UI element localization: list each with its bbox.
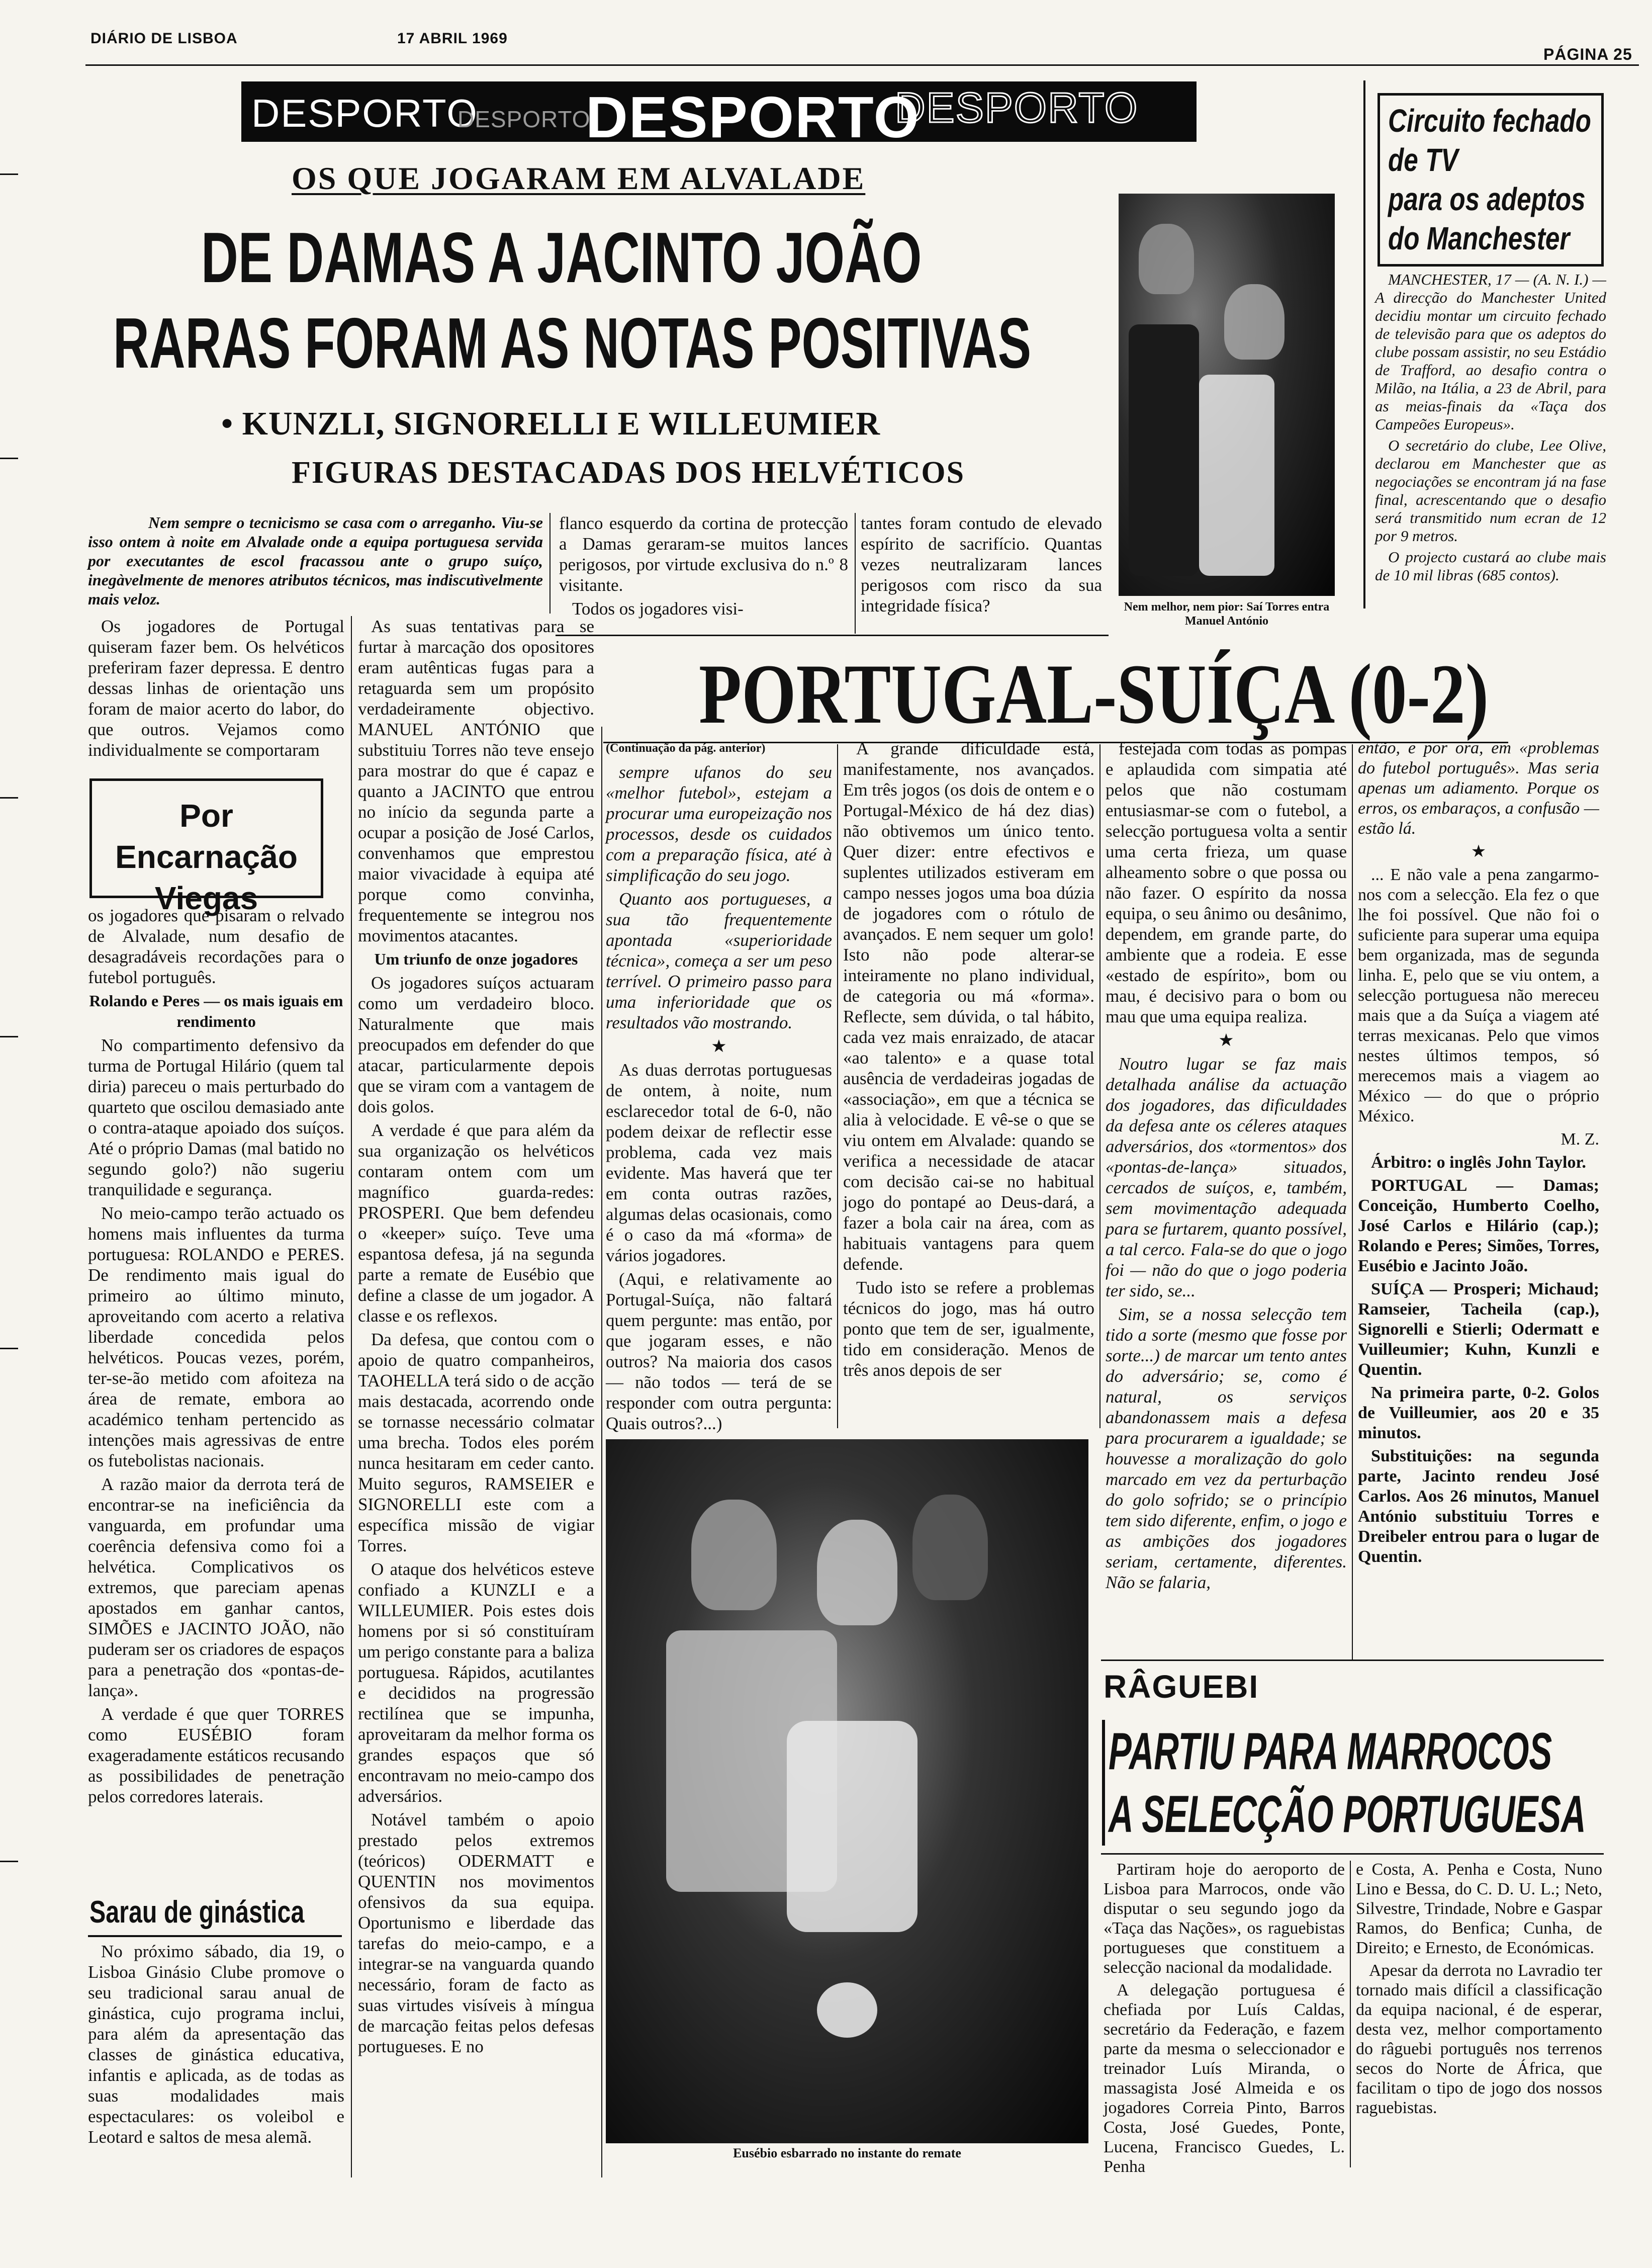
substitutions: Substituições: na segunda parte, Jacinto rendeu José Carlos. Aos 26 minutos, Manuel António substituiu Torres e Dreibeler entrou para o lugar de Quentin. xyxy=(1358,1447,1599,1566)
page-number: PÁGINA 25 xyxy=(1543,45,1632,63)
column-rule xyxy=(1350,1861,1351,2167)
banner-word-small: DESPORTO xyxy=(251,91,478,135)
column-rule xyxy=(1352,744,1353,1660)
sidebar-rule xyxy=(1363,80,1365,608)
col2-subhead: Um triunfo de onze jogadores xyxy=(374,950,578,968)
portugal-paragraph: então, e por ora, em «problemas do futebol português». Mas seria apenas um adiamento. Porque os erros, os embaraços, a confusão — estão lá. xyxy=(1358,739,1599,838)
separator-star: ★ xyxy=(711,1036,727,1056)
col2-paragraph: Da defesa, que contou com o apoio de quatro companheiros, TAOHELLA terá sido o de acção mais destacada, acorrendo onde se tornasse necessário colmatar uma brecha. Todos eles porém nunca hesitaram em ceder canto. Muito seguros, RAMSEIER e SIGNORELLI este com a específica missão de vigiar Torres. xyxy=(358,1330,594,1555)
column-rule xyxy=(601,727,602,2177)
banner-word-big: DESPORTO xyxy=(586,84,920,150)
portugal-paragraph: Noutro lugar se faz mais detalhada análise da actuação dos jogadores, das dificuldades da defesa ante os céleres ataques adversários, dos «tormentos» dos «pontas-de-lança» situados, cercados de suíços, e, também, sem movimentação adequada para se furtarem, quanto possível, a tal cerco. Fala-se do que o jogo foi — não do que o jogo poderia ter sido, se... xyxy=(1106,1054,1347,1300)
sidebar-body xyxy=(1375,271,1606,597)
article-col4-top xyxy=(861,513,1102,634)
portugal-col3 xyxy=(1106,738,1347,1592)
portugal-headline: PORTUGAL-SUÍÇA (0-2) xyxy=(699,647,1489,741)
sarau-paragraph: No próximo sábado, dia 19, o Lisboa Ginásio Clube promove o seu tradicional sarau anual de ginástica, cujo programa inclui, para além da apresentação das classes de ginástica educativa, infantis e aplicada, as de todas as suas modalidades mais espectaculares: os voleibol e Leotard e saltos de mesa alemã. xyxy=(88,1942,344,2147)
lead-paragraph: Nem sempre o tecnicismo se casa com o arreganho. Viu-se isso ontem à noite em Alvalade onde a equipa portuguesa servida por executantes de escol fracassou ante o grupo suíço, inegàvelmente de menores atributos técnicos, mas indiscutìvelmente mais veloz. xyxy=(88,513,543,608)
col2-paragraph: Os jogadores suíços actuaram como um verdadeiro bloco. Naturalmente que mais preocupados em defender do que atacar, particularmente depois que se viram com a vantagem de dois golos. xyxy=(358,973,594,1116)
edge-mark xyxy=(0,173,18,175)
col2-paragraph: As suas tentativas para se furtar à marcação dos opositores eram autênticas fugas para a retaguarda sem um propósito verdadeiramente objectivo. MANUEL ANTÓNIO que substituiu Torres não teve ensejo para mostrar do que é capaz e quanto a JACINTO que entrou no início da segunda parte a ocupar a posição de José Carlos, convenhamos que emprestou maior vivacidade à equipa até porque como convinha, frequentemente se integrou nos movimentos atacantes. xyxy=(358,617,594,945)
headline-line-2: RARAS FORAM AS NOTAS POSITIVAS xyxy=(113,303,1032,383)
first-half-result: Na primeira parte, 0-2. Golos de Vuilleumier, aos 20 e 35 minutos. xyxy=(1358,1383,1599,1442)
rugby-title-bar xyxy=(1102,1720,1105,1846)
portugal-paragraph: A grande dificuldade está, manifestamente, nos avançados. Em três jogos (os dois de ontem e o Portugal-México de há dez dias) não obtivemos um único tento. Quer dizer: entre efectivos e suplentes utilizados estiveram em campo nesses jogos uma boa dúzia de jogadores com o rótulo de avançados. E nem sequer um golo! Isto não pode alterar-se inteiramente no plano individual, de categoria ou má «forma». Reflecte, sem dúvida, o tal hábito, cada vez mais enraizado, de atacar «ao talento» e a quase total ausência de verdadeiras jogadas de «associação», em que a técnica se alia à velocidade. E vê-se o que se viu ontem em Alvalade: quando se verifica a necessidade de atacar com decisão cai-se no habitual jogo do pontapé ao Deus-dará, a fazer a bola cair na área, com as habituais vantagens para quem defende. xyxy=(843,739,1094,1274)
column-rule xyxy=(837,744,838,1428)
edge-mark xyxy=(0,1036,18,1037)
byline-box xyxy=(89,778,323,916)
article-col1-top xyxy=(88,616,344,774)
portugal-paragraph: Sim, se a nossa selecção tem tido a sorte (mesmo que fosse por sorte...) de marcar um tento antes do adversário; se, como é natural, os serviços abandonassem mais a defesa para procurarem a igualdade; se houvesse a moralização do golo marcado em vez da perturbação do golo sofrido; se o princípio tem sido diferente, enfim, o jogo e as ambições dos jogadores seriam, certamente, diferentes. Não se falaria, xyxy=(1106,1304,1347,1592)
sidebar-title-1: Circuito fechado xyxy=(1388,103,1591,139)
col1-paragraph: No compartimento defensivo da turma de Portugal Hilário (quem tal diria) pareceu o mais perturbado do quarteto que oscilou demasiado ante o contra-ataque apoiado dos suíços. Até o próprio Damas (mal batido no segundo golo?) não sugeriu tranquilidade e segurança. xyxy=(88,1035,344,1199)
sidebar-title-2: de TV xyxy=(1388,142,1458,178)
rugby-kicker: RÂGUEBI xyxy=(1104,1669,1259,1705)
newspaper-name: DIÁRIO DE LISBOA xyxy=(90,30,238,47)
section-rule xyxy=(556,635,1109,636)
banner-word-outline: DESPORTO xyxy=(895,84,1139,131)
article-lead xyxy=(88,513,543,611)
portugal-col1 xyxy=(606,738,832,1433)
photo-2-caption: Eusébio esbarrado no instante do remate xyxy=(733,2146,961,2160)
sidebar-paragraph: O secretário do clube, Lee Olive, declarou em Manchester que as negociações se encontram já na fase final, acrescentando que o desafio será transmitido num ecran de 12 por 9 metros. xyxy=(1375,437,1606,545)
sarau-body xyxy=(88,1941,344,2177)
photo-1-caption: Nem melhor, nem pior: Saí Torres entra Manuel António xyxy=(1124,600,1330,628)
col1-paragraph: A razão maior da derrota terá de encontrar-se na ineficiência da vanguarda, em profundar uma coerência defensiva como foi a helvética. Complicativos os extremos, que pareciam apenas apostados em ganhar cantos, SIMÕES e JACINTO JOÃO, não puderam ser os criadores de espaços para a penetração dos «pontas-de-lança». xyxy=(88,1474,344,1700)
rugby-paragraph: e Costa, A. Penha e Costa, Nuno Lino e Bessa, do C. D. U. L.; Neto, Silvestre, Trindade, Nobre e Gaspar Ramos, do Benfica; Cunha, de Direito; e Ernesto, de Económicas. xyxy=(1356,1860,1602,1957)
col2-paragraph: Notável também o apoio prestado pelos extremos (teóricos) ODERMATT e QUENTIN nos movimentos ofensivos da sua equipa. Oportunismo e liberdade das tarefas do meio-campo, e a integrar-se na vanguarda quando necessário, foram de facto as suas virtudes visíveis à míngua de marcação feitas pelos defesas portugueses. E no xyxy=(358,1810,594,2056)
column-rule xyxy=(1099,744,1100,1428)
sidebar-title-4: do Manchester xyxy=(1388,220,1570,256)
portugal-paragraph: (Aqui, e relativamente ao Portugal-Suíça, não faltará quem pergunte: mas então, por que jogaram esses, e não outros? Na maioria dos casos — não todos — terá de se responder com outra pergunta: Quais outros?...) xyxy=(606,1269,832,1433)
portugal-paragraph: Tudo isto se refere a problemas técnicos do jogo, mas há outro ponto que tem de ser, igualmente, tido em consideração. Menos de três anos depois de ser xyxy=(843,1278,1094,1380)
separator-star: ★ xyxy=(1218,1030,1234,1050)
rugby-col2 xyxy=(1356,1860,1602,2171)
col3-paragraph: Todos os jogadores visi- xyxy=(572,599,744,619)
portugal-col4 xyxy=(1358,738,1599,1659)
deck-line-1: • KUNZLI, SIGNORELLI E WILLEUMIER xyxy=(221,405,881,442)
separator-star: ★ xyxy=(1471,842,1487,861)
lineup-referee: Árbitro: o inglês John Taylor. xyxy=(1371,1153,1586,1172)
col2-paragraph: O ataque dos helvéticos esteve confiado a KUNZLI e a WILLEUMIER. Pois estes dois homens por si só constituíram um perigo constante para a baliza portuguesa. Rápidos, acutilantes e decididos na progressão rectilínea que se impunha, aproveitaram da melhor forma os grandes espaços que só encontravam no meio-campo dos adversários. xyxy=(358,1559,594,1806)
rugby-col1 xyxy=(1104,1860,1345,2176)
lineup-portugal: PORTUGAL — Damas; Conceição, Humberto Coelho, José Carlos e Hilário (cap.); Rolando e Peres; Simões, Torres, Eusébio e Jacinto João. xyxy=(1358,1176,1599,1275)
col4-paragraph: tantes foram contudo de elevado espírito de sacrifício. Quantas vezes neutralizaram lances perigosos com risco da sua integridade física? xyxy=(861,513,1102,616)
col1-paragraph: A verdade é que quer TORRES como EUSÉBIO foram exageradamente estáticos recusando as possibilidades de penetração pelos corredores laterais. xyxy=(88,1704,344,1806)
article-kicker: OS QUE JOGARAM EM ALVALADE xyxy=(292,160,866,196)
rugby-title-1: PARTIU PARA MARROCOS xyxy=(1109,1722,1552,1781)
col3-paragraph: flanco esquerdo da cortina de protecção a Damas geraram-se muitos lances perigosos, por virtude exclusiva do n.º 8 visitante. xyxy=(559,513,848,595)
rugby-paragraph: Apesar da derrota no Lavradio ter tornado mais difícil a classificação da equipa nacional, é de esperar, desta vez, melhor comportamento do râguebi português nos terrenos secos do Norte de África, que facilitam o tipo de jogo dos nossos raguebistas. xyxy=(1356,1961,1602,2117)
header-rule xyxy=(85,64,1639,66)
article-col2 xyxy=(358,616,594,2177)
col1-subhead: Rolando e Peres — os mais iguais em rendimento xyxy=(89,992,343,1030)
col2-paragraph: A verdade é que para além da sua organização os helvéticos contaram ontem com um magnífico guarda-redes: PROSPERI. Que bem defendeu o «keeper» suíço. Teve uma espantosa defesa, já na segunda parte a remate de Eusébio que define a classe de um jogador. A classe e os reflexos. xyxy=(358,1120,594,1326)
sidebar-title-3: para os adeptos xyxy=(1388,181,1586,217)
rugby-paragraph: Partiram hoje do aeroporto de Lisboa para Marrocos, onde vão disputar o seu segundo jogo da «Taça das Nações», os raguebistas portugueses que constituem a selecção nacional da modalidade. xyxy=(1104,1860,1345,1977)
portugal-col2 xyxy=(843,738,1094,1430)
portugal-paragraph: festejada com todas as pompas e aplaudida com simpatia até pelos que não costumam entusiasmar-se com o futebol, a selecção portuguesa volta a sentir uma certa frieza, um quase alheamento sobre o que possa ou não fazer. O espírito da nossa equipa, o seu ânimo ou desânimo, dependem, em grande parte, do ambiente que a rodeia. E esse «estado de espírito», bom ou mau, é decisivo para o bom ou mau que uma equipa realiza. xyxy=(1106,739,1347,1026)
edge-mark xyxy=(0,1861,18,1862)
portugal-paragraph: sempre ufanos do seu «melhor futebol», estejam a procurar uma europeização nos processos, desde os cuidados com a preparação física, até à simplificação do seu jogo. xyxy=(606,762,832,885)
sarau-title: Sarau de ginástica xyxy=(89,1895,305,1930)
column-rule xyxy=(351,616,352,2177)
author-initials: M. Z. xyxy=(1561,1130,1599,1149)
sarau-rule xyxy=(88,1935,342,1937)
column-rule xyxy=(549,513,550,614)
sidebar-paragraph: MANCHESTER, 17 — (A. N. I.) — A direcção do Manchester United decidiu montar um circuito fechado de televisão para que os adeptos do clube possam assistir, no seu Estádio de Trafford, ao desafio contra o Milão, na Itália, a 23 de Abril, para as meias-finais da «Taça dos Campeões Europeus». xyxy=(1375,271,1606,433)
sidebar-paragraph: O projecto custará ao clube mais de 10 mil libras (685 contos). xyxy=(1375,548,1606,584)
portugal-paragraph: As duas derrotas portuguesas de ontem, à noite, num esclarecedor total de 6-0, não podem deixar de reflectir esse problema, cada vez mais evidente. Mas haverá que ter em conta outras razões, algumas delas ocasionais, como é o caso da má «forma» de vários jogadores. xyxy=(606,1060,832,1265)
rugby-title-2: A SELECÇÃO PORTUGUESA xyxy=(1109,1785,1586,1844)
lineup-suica: SUÍÇA — Prosperi; Michaud; Ramseier, Tacheila (cap.), Signorelli e Stierli; Odermatt e Vuilleumier; Kuhn, Kunzli e Quentin. xyxy=(1358,1280,1599,1379)
photo-torres-manuel-antonio xyxy=(1119,194,1335,596)
photo-eusebio xyxy=(606,1439,1088,2143)
sidebar-headline-box xyxy=(1378,93,1604,267)
deck-line-2: FIGURAS DESTACADAS DOS HELVÉTICOS xyxy=(292,456,965,490)
headline-line-1: DE DAMAS A JACINTO JOÃO xyxy=(201,218,922,298)
banner-word-faded: DESPORTO xyxy=(457,106,591,132)
col1-paragraph: os jogadores que pisaram o relvado de Alvalade, num desafio de desagradáveis recordações para o futebol português. xyxy=(88,906,344,987)
article-col3-top xyxy=(559,513,848,634)
section-banner xyxy=(241,81,1197,150)
edge-mark xyxy=(0,797,18,799)
col1-paragraph: Os jogadores de Portugal quiseram fazer bem. Os helvéticos preferiram fazer depressa. E dentro dessas linhas de orientação uns foram de maior acerto do labor, do que outros. Vejamos como individualmente se comportaram xyxy=(88,617,344,760)
edge-mark xyxy=(0,458,18,459)
column-rule xyxy=(855,513,856,634)
col1-paragraph: No meio-campo terão actuado os homens mais influentes da turma portuguesa: ROLANDO e PERES. De rendimento mais igual do primeiro ao último minuto, aproveitando com acerto a relativa liberdade concedida pelos helvéticos. Poucas vezes, porém, ter-se-ão metido com afoiteza na área de remate, embora ao académico tenham pertencido as intenções mais agressivas de entre os futebolistas nacionais. xyxy=(88,1203,344,1470)
issue-date: 17 ABRIL 1969 xyxy=(397,30,508,47)
portugal-paragraph: Quanto aos portugueses, a sua tão frequentemente apontada «superioridade técnica», começa a ser um peso terrível. O primeiro passo para uma inferioridade que os resultados vão mostrando. xyxy=(606,889,832,1032)
portugal-paragraph: ... E não vale a pena zangarmo-nos com a selecção. Ela fez o que lhe foi possível. Que não foi o suficiente para superar uma equipa bem organizada, mas de segunda linha. E, pelo que se viu ontem, a selecção portuguesa não mereceu mais que a da Suíça a viagem até terras mexicanas. Pelo que vimos nestes últimos tempos, só merecemos mais a viagem ao México — do que o próprio México. xyxy=(1358,865,1599,1125)
section-rule xyxy=(1101,1853,1604,1855)
byline: Por Encarnação Viegas xyxy=(115,798,298,916)
continued-note: (Continuação da pág. anterior) xyxy=(606,742,766,755)
section-rule xyxy=(1101,1660,1604,1661)
edge-mark xyxy=(0,1348,18,1349)
rugby-paragraph: A delegação portuguesa é chefiada por Luís Caldas, secretário da Federação, e fazem parte da mesma o seleccionador e treinador Luís Miranda, o massagista José Almeida e os jogadores Correia Pinto, Barros Costa, José Guedes, Ponte, Lucena, Francisco Guedes, L. Penha xyxy=(1104,1981,1345,2176)
